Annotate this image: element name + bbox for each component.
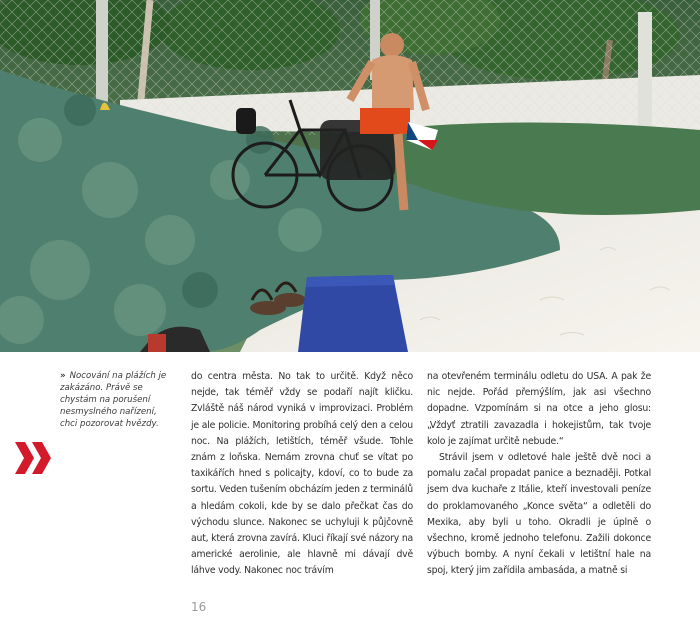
- photo-caption: [60, 370, 172, 430]
- double-chevron-right-icon: [15, 441, 53, 475]
- page-number: 16: [191, 600, 207, 614]
- caption-text: Nocování na plážích je zakázáno. Právě se chystám na porušení nesmyslného nařízení, chci pozorovat hvězdy.: [60, 371, 167, 429]
- article-paragraph: do centra města. No tak to určitě. Když něco nejde, tak téměř vždy se podaří najít kličku. Zvláště náš národ vyniká v improvizaci. Problém je ale policie. Monitoring probíhá celý den a celou noc. Na plážích, letištích, téměř všude. Tohle znám z loňska. Nemám zrovna chuť se vítat po taxikářích hned s policajty, kdoví, co to bude za sortu. Veden tušením obcházím jeden z terminálů a hledám cokoli, kde by se dalo přečkat čas do východu slunce. Nakonec se uchyluji k půjčovně aut, která zrovna zavírá. Kluci říkají své názory na americké aerolinie, ale hlavně mi dávají dvě láhve vody. Nakonec noc trávím: [191, 371, 414, 577]
- article-column-left: [191, 369, 413, 580]
- caption-marker: »: [60, 371, 66, 381]
- article-paragraph: na otevřeném terminálu odletu do USA. A pak že nic nejde. Pořád přemýšlím, jak asi všechno dopadne. Vzpomínám si na otce a jeho glosu: „Vždyť ztratili zavazadla i hokejistům, tak tvoje kolo je zajímat určitě nebude.“: [427, 371, 651, 447]
- article-column-right: [427, 369, 651, 580]
- fence-post: [96, 0, 108, 110]
- article-paragraph: Strávil jsem v odletové hale ještě dvě noci a pomalu začal propadat panice a beznaději. Potkal jsem dva kuchaře z Itálie, kteří investovali peníze do proklamovaného „Konce světa“ a odletěli do Mexika, aby byli u toho. Okradli je úplně o všechno, kromě jednoho telefonu. Zažili dokonce výbuch bomby. A nyní čekali v letištní hale na spoj, který jim zařídila ambasáda, a matně si: [427, 452, 651, 577]
- fence-post: [638, 12, 652, 132]
